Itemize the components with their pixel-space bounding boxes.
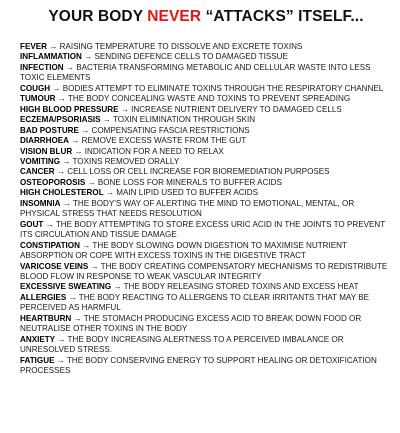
- list-item: [20, 356, 392, 377]
- list-item: [20, 167, 392, 177]
- symptom-explanation: BACTERIA TRANSFORMING METABOLIC AND CELLULAR WASTE INTO LESS TOXIC ELEMENTS: [20, 62, 371, 83]
- arrow-right-icon: →: [68, 292, 77, 302]
- arrow-right-icon: →: [87, 177, 96, 187]
- symptom-explanation: THE BODY ATTEMPTING TO STORE EXCESS URIC ACID IN THE JOINTS TO PREVENT ITS CIRCULATION AND TISSUE DAMAGE: [20, 219, 386, 240]
- list-item: [20, 157, 392, 167]
- title-part-2: “ATTACKS” ITSELF...: [201, 8, 364, 25]
- symptom-term: CANCER: [20, 167, 55, 177]
- list-item: [20, 293, 392, 314]
- list-item: [20, 335, 392, 356]
- arrow-right-icon: →: [49, 42, 58, 51]
- symptom-term: OSTEOPOROSIS: [20, 177, 86, 187]
- symptom-term: COUGH: [20, 83, 51, 93]
- arrow-right-icon: →: [56, 355, 65, 365]
- symptom-term: HIGH BLOOD PRESSURE: [20, 104, 119, 114]
- arrow-right-icon: →: [56, 167, 65, 177]
- symptom-term: INFECTION: [20, 62, 64, 72]
- list-item: [20, 63, 392, 84]
- arrow-right-icon: →: [73, 313, 82, 323]
- symptom-list: [20, 42, 392, 377]
- list-item: [20, 52, 392, 62]
- symptom-explanation: MAIN LIPID USED TO BUFFER ACIDS: [116, 188, 259, 198]
- page-title: [20, 8, 392, 26]
- symptom-explanation: COMPENSATING FASCIA RESTRICTIONS: [91, 125, 250, 135]
- symptom-term: ALLERGIES: [20, 292, 67, 302]
- symptom-explanation: THE BODY INCREASING ALERTNESS TO A PERCEIVED IMBALANCE OR UNRESOLVED STRESS.: [20, 334, 344, 355]
- symptom-explanation: THE BODY SLOWING DOWN DIGESTION TO MAXIMISE NUTRIENT ABSORPTION OR COPE WITH EXCESS TOXINS IN THE DIGESTIVE TRACT: [20, 240, 347, 261]
- symptom-explanation: THE BODY CONCEALING WASTE AND TOXINS TO PREVENT SPREADING: [67, 94, 351, 104]
- list-item: [20, 199, 392, 220]
- list-item: [20, 147, 392, 157]
- symptom-explanation: BODIES ATTEMPT TO ELIMINATE TOXINS THROUGH THE RESPIRATORY CHANNEL: [62, 83, 384, 93]
- arrow-right-icon: →: [84, 52, 93, 62]
- symptom-term: HIGH CHOLESTEROL: [20, 188, 104, 198]
- list-item: [20, 94, 392, 104]
- symptom-explanation: REMOVE EXCESS WASTE FROM THE GUT: [81, 136, 247, 146]
- list-item: [20, 220, 392, 241]
- arrow-right-icon: →: [74, 146, 83, 156]
- symptom-explanation: THE BODY'S WAY OF ALERTING THE MIND TO EMOTIONAL, MENTAL, OR PHYSICAL STRESS THAT NEEDS RESOLUTION: [20, 198, 355, 219]
- symptom-term: FEVER: [20, 42, 47, 51]
- list-item: [20, 115, 392, 125]
- symptom-term: EXCESSIVE SWEATING: [20, 282, 112, 292]
- list-item: [20, 314, 392, 335]
- symptom-term: DIARRHOEA: [20, 136, 70, 146]
- list-item: [20, 126, 392, 136]
- list-item: [20, 262, 392, 283]
- symptom-explanation: BONE LOSS FOR MINERALS TO BUFFER ACIDS: [97, 177, 282, 187]
- symptom-term: INSOMNIA: [20, 198, 61, 208]
- title-accent-word: NEVER: [147, 8, 202, 25]
- list-item: [20, 241, 392, 262]
- list-item: [20, 84, 392, 94]
- symptom-term: HEARTBURN: [20, 313, 72, 323]
- symptom-term: VISION BLUR: [20, 146, 73, 156]
- symptom-term: ECZEMA/PSORIASIS: [20, 115, 101, 125]
- symptom-explanation: THE BODY RELEASING STORED TOXINS AND EXCESS HEAT: [123, 282, 359, 292]
- symptom-term: GOUT: [20, 219, 44, 229]
- symptom-explanation: TOXINS REMOVED ORALLY: [72, 156, 180, 166]
- symptom-explanation: INDICATION FOR A NEED TO RELAX: [84, 146, 224, 156]
- arrow-right-icon: →: [102, 115, 111, 125]
- symptom-term: BAD POSTURE: [20, 125, 79, 135]
- arrow-right-icon: →: [62, 156, 71, 166]
- symptom-explanation: TOXIN ELIMINATION THROUGH SKIN: [112, 115, 256, 125]
- symptom-term: VOMITING: [20, 156, 61, 166]
- arrow-right-icon: →: [81, 125, 90, 135]
- arrow-right-icon: →: [45, 219, 54, 229]
- symptom-explanation: RAISING TEMPERATURE TO DISSOLVE AND EXCRETE TOXINS: [59, 42, 303, 51]
- symptom-explanation: SENDING DEFENCE CELLS TO DAMAGED TISSUE: [94, 52, 288, 62]
- arrow-right-icon: →: [71, 136, 80, 146]
- list-item: [20, 282, 392, 292]
- symptom-explanation: THE BODY CONSERVING ENERGY TO SUPPORT HEALING OR DETOXIFICATION PROCESSES: [20, 355, 377, 376]
- arrow-right-icon: →: [57, 94, 66, 104]
- arrow-right-icon: →: [62, 198, 71, 208]
- list-item: [20, 136, 392, 146]
- arrow-right-icon: →: [57, 334, 66, 344]
- arrow-right-icon: →: [82, 240, 91, 250]
- symptom-term: FATIGUE: [20, 355, 55, 365]
- title-part-1: YOUR BODY: [48, 8, 148, 25]
- arrow-right-icon: →: [120, 104, 129, 114]
- symptom-explanation: CELL LOSS OR CELL INCREASE FOR BIOREMEDIATION PURPOSES: [67, 167, 330, 177]
- symptom-explanation: INCREASE NUTRIENT DELIVERY TO DAMAGED CELLS: [131, 104, 342, 114]
- list-item: [20, 188, 392, 198]
- symptom-explanation: THE BODY CREATING COMPENSATORY MECHANISMS TO REDISTRIBUTE BLOOD FLOW IN RESPONSE TO WEAK VASCULAR INTEGRITY: [20, 261, 388, 281]
- list-item: [20, 105, 392, 115]
- arrow-right-icon: →: [113, 282, 122, 292]
- symptom-term: ANXIETY: [20, 334, 56, 344]
- arrow-right-icon: →: [65, 62, 74, 72]
- symptom-explanation: THE BODY REACTING TO ALLERGENS TO CLEAR IRRITANTS THAT MAY BE PERCEIVED AS HARMFUL: [20, 292, 370, 313]
- list-item: [20, 178, 392, 188]
- arrow-right-icon: →: [105, 188, 114, 198]
- symptom-term: VARICOSE VEINS: [20, 261, 89, 271]
- list-item: [20, 42, 392, 52]
- symptom-explanation: THE STOMACH PRODUCING EXCESS ACID TO BREAK DOWN FOOD OR NEUTRALISE OTHER TOXINS IN THE BODY: [20, 313, 362, 334]
- arrow-right-icon: →: [52, 83, 61, 93]
- arrow-right-icon: →: [90, 261, 99, 271]
- symptom-term: CONSTIPATION: [20, 240, 80, 250]
- symptom-term: TUMOUR: [20, 94, 56, 104]
- symptom-term: INFLAMMATION: [20, 52, 82, 62]
